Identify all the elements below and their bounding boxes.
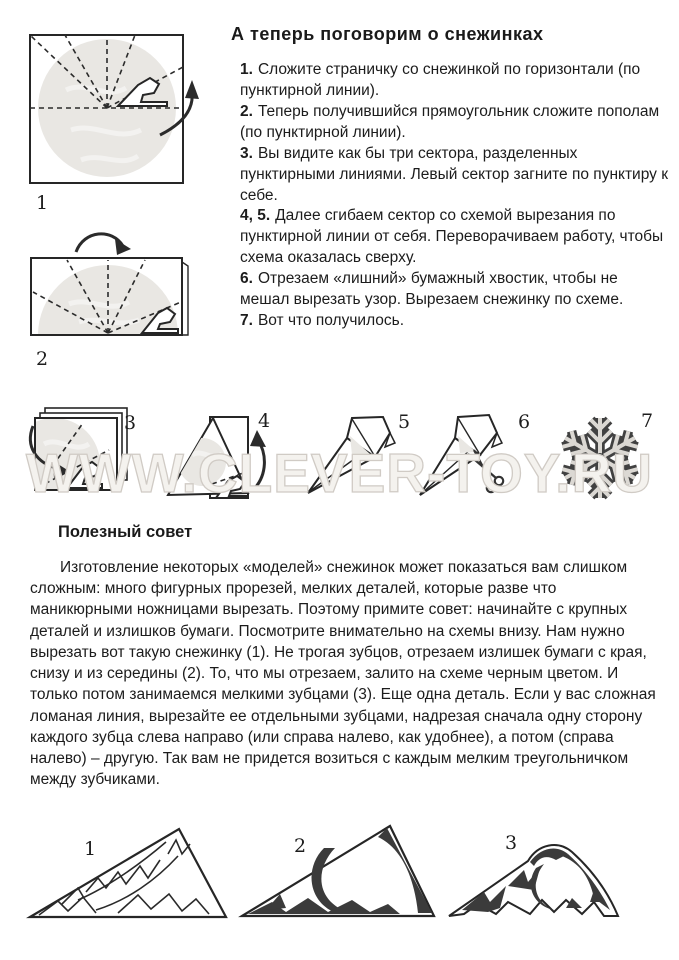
page-title: А теперь поговорим о снежинках (231, 24, 544, 44)
figure-3-label: 3 (124, 412, 137, 434)
figure-7-label: 7 (641, 410, 654, 432)
instruction-item: 6. Отрезаем «лишний» бумажный хвостик, чтобы не мешал вырезать узор. Вырезаем снежинку по схеме. (240, 270, 624, 309)
figure-2-label: 2 (36, 348, 49, 370)
bottom-figure-2-diagram (238, 818, 440, 922)
bottom-figure-2-label: 2 (294, 835, 307, 857)
figure-1-label: 1 (36, 192, 49, 214)
tip-heading: Полезный совет (58, 523, 193, 541)
instruction-item: 3. Вы видите как бы три сектора, разделенных пунктирными линиями. Левый сектор загните по пунктиру к себе. (240, 144, 668, 204)
instruction-item: 7. Вот что получилось. (240, 312, 405, 330)
figure-2-diagram (24, 224, 196, 344)
instruction-item: 1. Сложите страничку со снежинкой по горизонтали (по пунктирной линии). (240, 61, 641, 99)
bottom-figure-1-label: 1 (84, 838, 97, 860)
fold-arrow-icon (76, 234, 131, 255)
figure-1-diagram (26, 30, 206, 190)
figure-6-label: 6 (518, 411, 531, 433)
figure-6-diagram (412, 410, 512, 502)
bottom-figure-3-diagram (444, 828, 644, 922)
instruction-item: 2. Теперь получившийся прямоугольник сложите пополам (по пунктирной линии). (240, 102, 660, 141)
snowflake-icon (560, 418, 640, 498)
instruction-list (240, 60, 668, 332)
bottom-figure-3-label: 3 (505, 832, 518, 854)
figure-7-diagram (556, 412, 644, 504)
bottom-figure-1-diagram (26, 822, 231, 922)
figure-5-diagram (302, 410, 397, 502)
figure-5-label: 5 (398, 411, 411, 433)
figure-4-label: 4 (258, 410, 271, 432)
instruction-item: 4, 5. Далее сгибаем сектор со схемой вырезания по пунктирной линии от себя. Переворачиваем работу, чтобы схема оказалась сверху. (240, 207, 664, 267)
tip-body: Изготовление некоторых «моделей» снежинок может показаться вам слишком сложным: много фигурных прорезей, мелких деталей, которые разве что маникюрными ножницами вырезать. Поэтому примите совет: начинайте с крупных деталей и излишков бумаги. Посмотрите внимательно на схемы внизу. Нам нужно вырезать вот такую снежинку (1). Не трогая зубцов, отрезаем излишек бумаги с края, снизу и из середины (2). То, что мы отрезаем, залито на схеме черным цветом. И только потом занимаемся мелкими зубцами (3). Еще одна деталь. Если у вас сложная ломаная линия, вырезайте ее отдельными зубцами, надрезая сначала одну сторону каждого зубца слева направо (или справа налево, как удобнее), а потом (справа налево) – другую. Так вам не придется возиться с каждым мелким треугольничком между зубчиками. (30, 559, 656, 789)
fold-arrow-icon (250, 430, 266, 488)
watermark: WWW.CLEVER-TOY.RU (25, 442, 654, 504)
figure-3-diagram (24, 384, 154, 499)
